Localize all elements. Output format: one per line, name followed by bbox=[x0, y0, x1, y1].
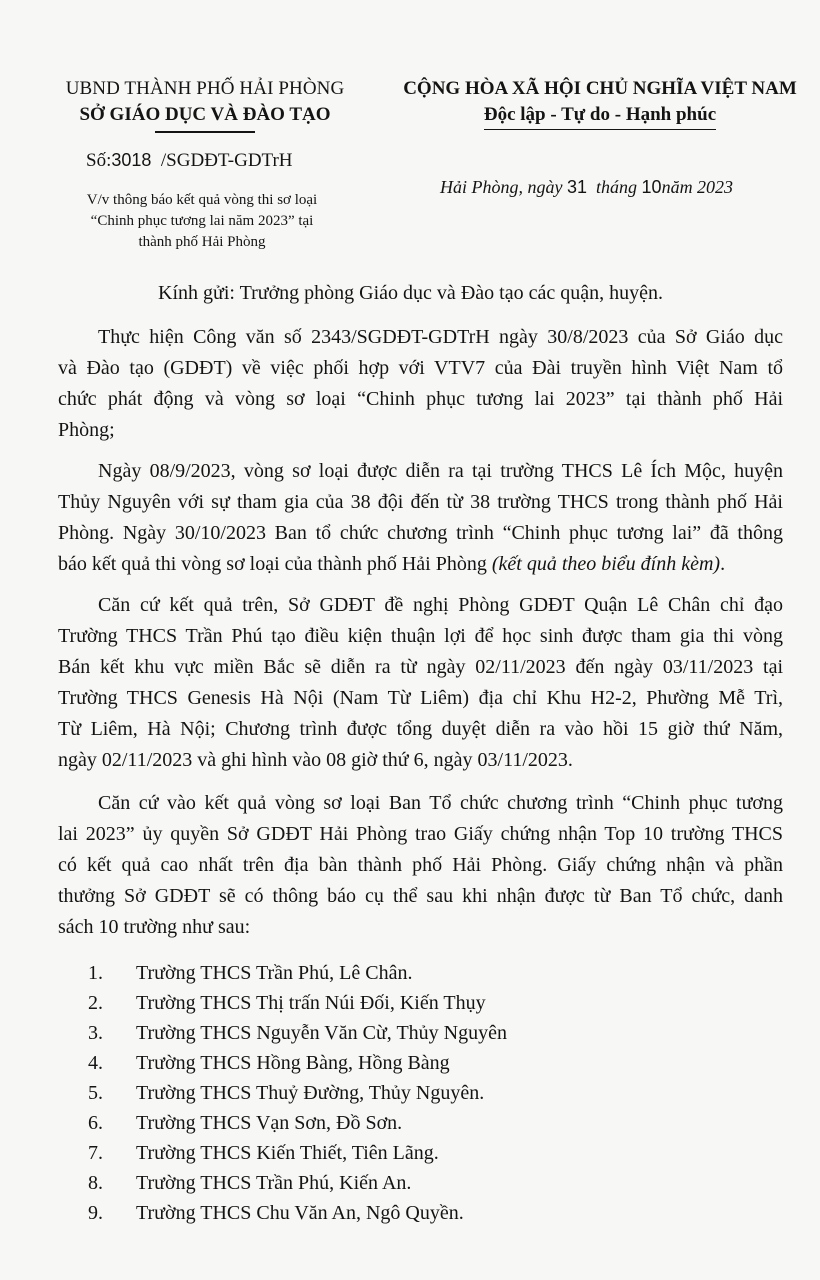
doc-number-suffix: /SGDĐT-GDTrH bbox=[160, 150, 293, 171]
paragraph-4 bbox=[58, 788, 783, 943]
paragraph-line: Căn cứ kết quả trên, Sở GDĐT đề nghị Phòng GDĐT Quận Lê Chân chỉ đạo bbox=[98, 594, 783, 616]
paragraph-line: sách 10 trường như sau: bbox=[58, 916, 251, 938]
list-number: 7. bbox=[88, 1142, 103, 1164]
school-name: Trường THCS Chu Văn An, Ngô Quyền. bbox=[136, 1202, 464, 1224]
school-name: Trường THCS Hồng Bàng, Hồng Bàng bbox=[136, 1052, 450, 1074]
doc-number-prefix: Số: bbox=[86, 150, 112, 171]
subject-line: thành phố Hải Phòng bbox=[138, 234, 266, 250]
list-item bbox=[88, 1048, 507, 1078]
paragraph-line: lai 2023” ủy quyền Sở GDĐT Hải Phòng trao Giấy chứng nhận Top 10 trường THCS bbox=[58, 823, 783, 845]
dateline-month-label: tháng bbox=[596, 177, 638, 197]
list-item bbox=[88, 1018, 507, 1048]
motto-text: Độc lập - Tự do - Hạnh phúc bbox=[484, 102, 716, 130]
paragraph-3 bbox=[58, 590, 783, 776]
paragraph-line: và Đào tạo (GDĐT) về việc phối hợp với VTV7 của Đài truyền hình Việt Nam tổ bbox=[58, 357, 783, 379]
school-name: Trường THCS Trần Phú, Kiến An. bbox=[136, 1172, 412, 1194]
list-item bbox=[88, 1168, 507, 1198]
school-name: Trường THCS Trần Phú, Lê Chân. bbox=[136, 962, 413, 984]
paragraph-line: Trường THCS Trần Phú tạo điều kiện thuận lợi để học sinh được tham gia thi vòng bbox=[58, 625, 783, 647]
paragraph-line bbox=[58, 549, 783, 580]
paragraph-line: Phòng; bbox=[58, 419, 115, 441]
dateline bbox=[440, 177, 733, 198]
authority-underline bbox=[155, 131, 255, 133]
paragraph-line: thưởng Sở GDĐT sẽ có thông báo cụ thể sau khi nhận được từ Ban Tổ chức, danh bbox=[58, 885, 783, 907]
list-number: 5. bbox=[88, 1082, 103, 1104]
paragraph-line: Thủy Nguyên với sự tham gia của 38 đội đến từ 38 trường THCS trong thành phố Hải bbox=[58, 491, 783, 513]
subject-line: “Chinh phục tương lai năm 2023” tại bbox=[90, 213, 314, 229]
school-name: Trường THCS Kiến Thiết, Tiên Lãng. bbox=[136, 1142, 439, 1164]
list-number: 6. bbox=[88, 1112, 103, 1134]
motto-line bbox=[380, 102, 820, 130]
list-item bbox=[88, 1108, 507, 1138]
dateline-year: năm 2023 bbox=[661, 177, 734, 197]
dateline-month: 10 bbox=[641, 177, 662, 197]
school-name: Trường THCS Vạn Sơn, Đồ Sơn. bbox=[136, 1112, 403, 1134]
national-title: CỘNG HÒA XÃ HỘI CHỦ NGHĨA VIỆT NAM bbox=[403, 78, 797, 99]
paragraph-line: Căn cứ vào kết quả vòng sơ loại Ban Tổ chức chương trình “Chinh phục tương bbox=[98, 792, 783, 814]
authority-name: SỞ GIÁO DỤC VÀ ĐÀO TẠO bbox=[79, 104, 331, 125]
paragraph-line: Từ Liêm, Hà Nội; Chương trình được tổng duyệt diễn ra vào hồi 15 giờ thứ Năm, bbox=[58, 718, 783, 740]
paragraph-end: . bbox=[720, 553, 726, 575]
subject-line: V/v thông báo kết quả vòng thi sơ loại bbox=[86, 192, 318, 208]
doc-number-value: 3018 bbox=[111, 150, 152, 170]
document-number bbox=[86, 150, 293, 172]
school-name: Trường THCS Nguyễn Văn Cừ, Thủy Nguyên bbox=[136, 1022, 507, 1044]
authority-line-1: UBND THÀNH PHỐ HẢI PHÒNG bbox=[65, 78, 345, 99]
list-number: 8. bbox=[88, 1172, 103, 1194]
school-name: Trường THCS Thuỷ Đường, Thủy Nguyên. bbox=[136, 1082, 485, 1104]
paragraph-line: Trường THCS Genesis Hà Nội (Nam Từ Liêm) địa chỉ Khu H2-2, Phường Mễ Trì, bbox=[58, 687, 783, 709]
issuing-authority bbox=[40, 76, 370, 133]
greeting: Kính gửi: Trưởng phòng Giáo dục và Đào tạo các quận, huyện. bbox=[158, 282, 663, 304]
paragraph-line: Bán kết khu vực miền Bắc sẽ diễn ra từ ngày 02/11/2023 đến ngày 03/11/2023 tại bbox=[58, 656, 783, 678]
school-list bbox=[88, 958, 507, 1228]
list-item bbox=[88, 958, 507, 988]
list-item bbox=[88, 1198, 507, 1228]
list-item bbox=[88, 1138, 507, 1168]
paragraph-line: Phòng. Ngày 30/10/2023 Ban tổ chức chương trình “Chinh phục tương lai” đã thông bbox=[58, 522, 783, 544]
paragraph-1 bbox=[58, 322, 783, 446]
paragraph-line: có kết quả cao nhất trên địa bàn thành phố Hải Phòng. Giấy chứng nhận và phần bbox=[58, 854, 783, 876]
list-item bbox=[88, 988, 507, 1018]
document-subject bbox=[52, 190, 352, 253]
dateline-day: 31 bbox=[566, 177, 588, 197]
list-number: 4. bbox=[88, 1052, 103, 1074]
school-name: Trường THCS Thị trấn Núi Đối, Kiến Thụy bbox=[136, 992, 486, 1014]
paragraph-line: Thực hiện Công văn số 2343/SGDĐT-GDTrH ngày 30/8/2023 của Sở Giáo dục bbox=[98, 326, 783, 348]
list-number: 9. bbox=[88, 1202, 103, 1224]
attachment-note: (kết quả theo biểu đính kèm) bbox=[491, 553, 721, 575]
list-number: 3. bbox=[88, 1022, 103, 1044]
list-number: 2. bbox=[88, 992, 103, 1014]
dateline-place: Hải Phòng, ngày bbox=[440, 177, 563, 197]
authority-line-2 bbox=[40, 102, 370, 129]
paragraph-line: Ngày 08/9/2023, vòng sơ loại được diễn ra tại trường THCS Lê Ích Mộc, huyện bbox=[98, 460, 783, 482]
paragraph-line: chức phát động và vòng sơ loại “Chinh phục tương lai 2023” tại thành phố Hải bbox=[58, 388, 783, 410]
paragraph-text: báo kết quả thi vòng sơ loại của thành phố Hải Phòng bbox=[58, 553, 492, 575]
paragraph-line: ngày 02/11/2023 và ghi hình vào 08 giờ thứ 6, ngày 03/11/2023. bbox=[58, 749, 573, 771]
paragraph-2 bbox=[58, 456, 783, 580]
national-motto bbox=[380, 76, 820, 130]
list-number: 1. bbox=[88, 962, 103, 984]
list-item bbox=[88, 1078, 507, 1108]
